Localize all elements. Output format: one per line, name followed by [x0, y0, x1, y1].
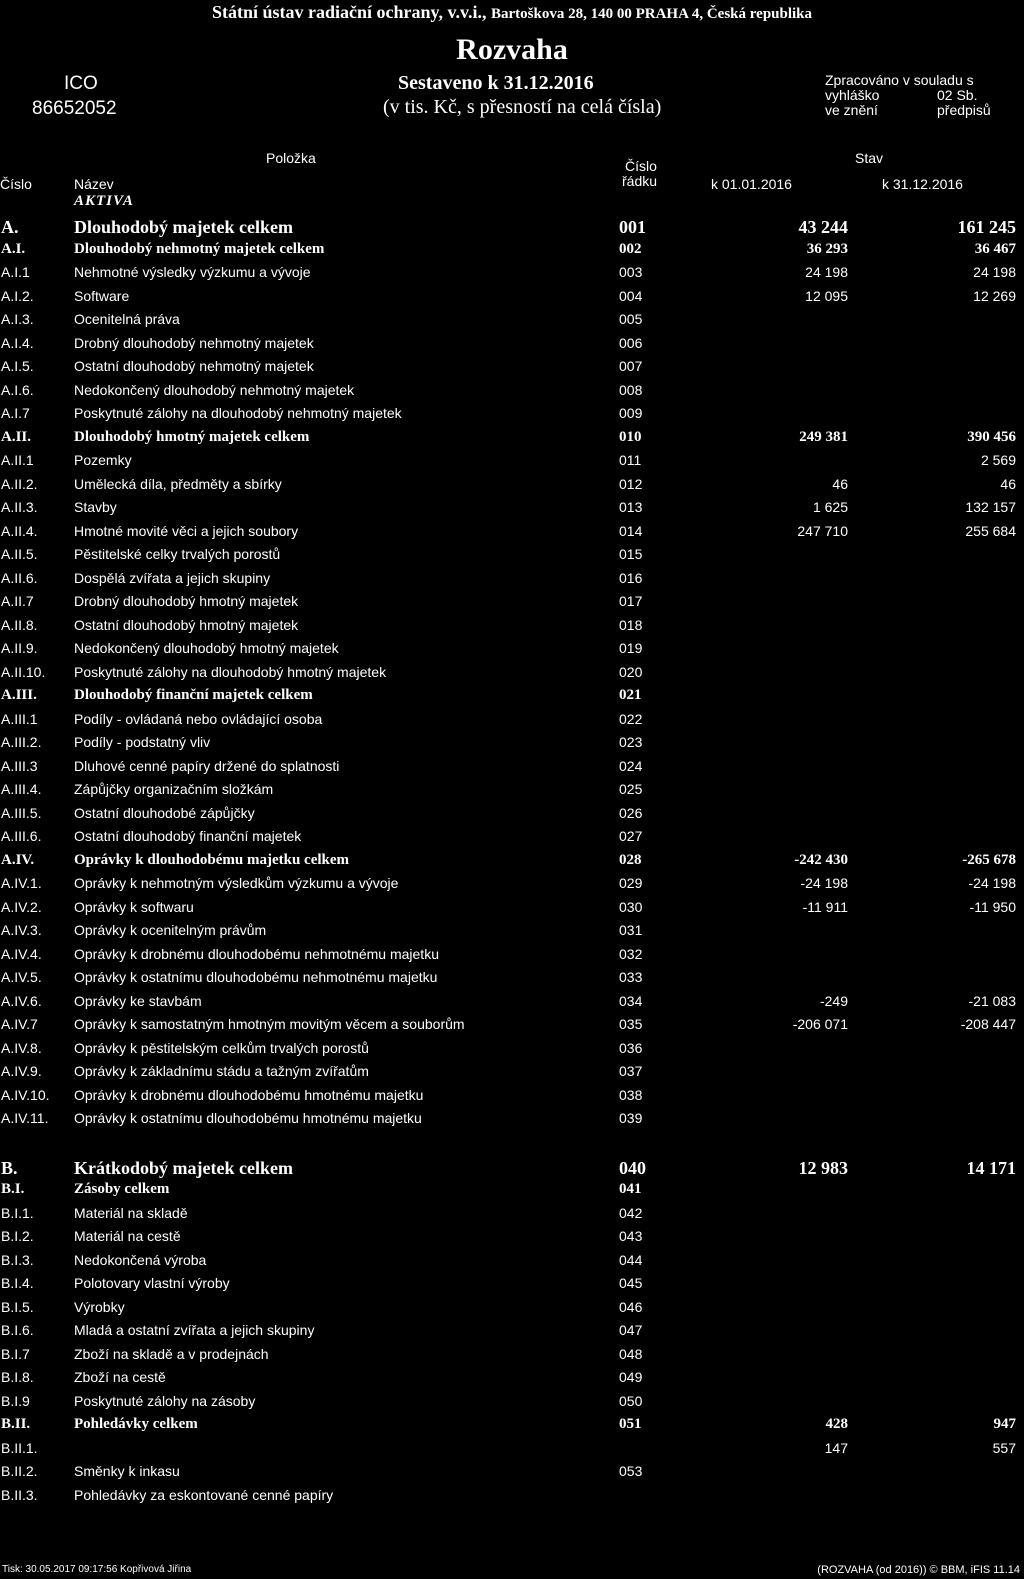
- row-number: 013: [619, 499, 643, 515]
- row-number: 044: [619, 1252, 643, 1268]
- table-row: [0, 1087, 1024, 1111]
- row-code: A.II.7: [1, 593, 34, 609]
- row-code: A.I.: [1, 241, 26, 257]
- section-aktiva: AKTIVA: [74, 193, 134, 209]
- row-number: 040: [619, 1158, 646, 1178]
- row-code: A.III.2.: [1, 734, 42, 750]
- row-number: 004: [619, 288, 643, 304]
- row-name: Poskytnuté zálohy na dlouhodobý nehmotný majetek: [74, 405, 402, 421]
- row-number: 034: [619, 993, 643, 1009]
- row-code: B.I.6.: [1, 1322, 34, 1338]
- row-code: A.I.5.: [1, 358, 34, 374]
- row-value-end: 557: [992, 1440, 1016, 1456]
- row-number: 009: [619, 405, 643, 421]
- col-header-name: Název: [74, 176, 114, 192]
- table-row: [0, 288, 1024, 312]
- row-name: Podíly - ovládaná nebo ovládající osoba: [74, 711, 323, 727]
- table-row: [0, 969, 1024, 993]
- row-name: Polotovary vlastní výroby: [74, 1275, 230, 1291]
- row-number: 016: [619, 570, 643, 586]
- row-name: Dlouhodobý majetek celkem: [74, 217, 293, 237]
- table-row: [0, 617, 1024, 641]
- row-name: Ostatní dlouhodobý hmotný majetek: [74, 617, 299, 633]
- col-header-date1: k 01.01.2016: [711, 176, 792, 192]
- row-number: 005: [619, 311, 643, 327]
- row-name: Dlouhodobý hmotný majetek celkem: [74, 429, 310, 445]
- row-value-end: 24 198: [973, 264, 1016, 280]
- row-code: A.I.6.: [1, 382, 34, 398]
- row-name: Oprávky k nehmotným výsledkům výzkumu a vývoje: [74, 875, 399, 891]
- table-row: [0, 311, 1024, 335]
- row-number: 028: [619, 852, 642, 868]
- table-row: [0, 1063, 1024, 1087]
- row-code: B.I.: [1, 1181, 25, 1197]
- table-row: [0, 1158, 1024, 1182]
- col-header-rowno-bottom: řádku: [622, 173, 658, 189]
- table-row: [0, 922, 1024, 946]
- row-name: Podíly - podstatný vliv: [74, 734, 211, 750]
- row-number: 039: [619, 1110, 643, 1126]
- row-name: Ostatní dlouhodobé zápůjčky: [74, 805, 255, 821]
- row-name: Pěstitelské celky trvalých porostů: [74, 546, 281, 562]
- institution-address: Bartoškova 28, 140 00 PRAHA 4, Česká republika: [491, 6, 813, 22]
- row-code: A.IV.8.: [1, 1040, 42, 1056]
- row-code: B.I.4.: [1, 1275, 34, 1291]
- row-number: 030: [619, 899, 643, 915]
- row-value-start: 12 095: [805, 288, 848, 304]
- row-value-end: -208 447: [960, 1016, 1016, 1032]
- table-row: [0, 1463, 1024, 1487]
- row-value-start: 46: [832, 476, 848, 492]
- compliance-sb: 02 Sb.: [937, 87, 978, 103]
- row-code: A.II.: [1, 429, 32, 445]
- col-header-date2: k 31.12.2016: [882, 176, 963, 192]
- table-row: [0, 241, 1024, 265]
- table-row: [0, 687, 1024, 711]
- row-code: A.II.10.: [1, 664, 46, 680]
- row-number: 010: [619, 429, 642, 445]
- row-code: A.III.5.: [1, 805, 42, 821]
- row-value-start: -24 198: [800, 875, 848, 891]
- row-name: Poskytnuté zálohy na zásoby: [74, 1393, 256, 1409]
- row-value-end: -21 083: [968, 993, 1016, 1009]
- compliance-predpisu: předpisů: [937, 102, 991, 118]
- row-number: 019: [619, 640, 643, 656]
- row-name: Směnky k inkasu: [74, 1463, 180, 1479]
- row-code: A.II.2.: [1, 476, 38, 492]
- row-code: A.IV.11.: [1, 1110, 49, 1126]
- row-code: A.: [1, 217, 19, 237]
- print-info: Tisk: 30.05.2017 09:17:56 Kopřivová Jiřina: [2, 1564, 192, 1575]
- row-number: 036: [619, 1040, 643, 1056]
- row-number: 024: [619, 758, 643, 774]
- row-value-end: 2 569: [980, 452, 1016, 468]
- table-row: [0, 1110, 1024, 1134]
- row-value-start: -11 911: [802, 899, 848, 915]
- table-row: [0, 1205, 1024, 1229]
- table-row: [0, 734, 1024, 758]
- compliance-zneni: ve znění: [825, 102, 878, 118]
- row-name: Dluhové cenné papíry držené do splatnosti: [74, 758, 340, 774]
- row-code: B.I.2.: [1, 1228, 34, 1244]
- row-number: 012: [619, 476, 643, 492]
- row-value-end: 36 467: [974, 241, 1016, 257]
- row-value-start: 428: [825, 1416, 848, 1432]
- row-code: A.III.: [1, 687, 37, 703]
- row-code: A.III.3: [1, 758, 38, 774]
- row-code: B.II.1.: [1, 1440, 38, 1456]
- row-code: A.IV.3.: [1, 922, 42, 938]
- row-code: A.I.2.: [1, 288, 34, 304]
- row-code: A.IV.9.: [1, 1063, 42, 1079]
- table-row: [0, 1369, 1024, 1393]
- row-name: Software: [74, 288, 130, 304]
- row-name: Oprávky k ostatnímu dlouhodobému hmotnému majetku: [74, 1110, 422, 1126]
- row-code: A.I.4.: [1, 335, 34, 351]
- table-row: [0, 1487, 1024, 1511]
- row-name: Nedokončený dlouhodobý hmotný majetek: [74, 640, 339, 656]
- compliance-note: [825, 73, 991, 118]
- table-row: [0, 1275, 1024, 1299]
- row-name: Oprávky k pěstitelským celkům trvalých porostů: [74, 1040, 369, 1056]
- row-code: B.I.5.: [1, 1299, 34, 1315]
- table-row: [0, 711, 1024, 735]
- col-header-item: Položka: [266, 150, 316, 166]
- row-name: Zboží na cestě: [74, 1369, 166, 1385]
- row-name: Oprávky k ostatnímu dlouhodobému nehmotnému majetku: [74, 969, 438, 985]
- row-number: 053: [619, 1463, 643, 1479]
- table-row: [0, 852, 1024, 876]
- ico-label: ICO: [64, 73, 98, 94]
- row-value-end: 255 684: [965, 523, 1016, 539]
- row-number: 050: [619, 1393, 643, 1409]
- row-name: Dlouhodobý nehmotný majetek celkem: [74, 241, 325, 257]
- row-code: A.IV.10.: [1, 1087, 50, 1103]
- row-code: B.I.7: [1, 1346, 30, 1362]
- institution-header: [0, 2, 1024, 23]
- row-name: Oprávky k ocenitelným právům: [74, 922, 267, 938]
- row-number: 026: [619, 805, 643, 821]
- row-name: Drobný dlouhodobý nehmotný majetek: [74, 335, 314, 351]
- row-number: 042: [619, 1205, 643, 1221]
- row-code: A.IV.4.: [1, 946, 42, 962]
- row-name: Nedokončená výroba: [74, 1252, 207, 1268]
- row-name: Pohledávky celkem: [74, 1416, 198, 1432]
- row-name: Zásoby celkem: [74, 1181, 170, 1197]
- table-row: [0, 875, 1024, 899]
- table-row: [0, 993, 1024, 1017]
- row-number: 025: [619, 781, 643, 797]
- row-number: 022: [619, 711, 643, 727]
- table-row: [0, 452, 1024, 476]
- row-code: A.I.3.: [1, 311, 34, 327]
- row-value-start: -242 430: [794, 852, 848, 868]
- table-row: [0, 523, 1024, 547]
- row-code: B.: [1, 1158, 18, 1178]
- table-row: [0, 640, 1024, 664]
- row-value-start: 24 198: [805, 264, 848, 280]
- compiled-date: Sestaveno k 31.12.2016: [398, 72, 594, 94]
- row-code: A.IV.1.: [1, 875, 42, 891]
- table-row: [0, 1252, 1024, 1276]
- row-number: 038: [619, 1087, 643, 1103]
- row-code: A.II.9.: [1, 640, 38, 656]
- row-name: Ostatní dlouhodobý nehmotný majetek: [74, 358, 314, 374]
- row-name: Oprávky k základnímu stádu a tažným zvířatům: [74, 1063, 369, 1079]
- table-row: [0, 217, 1024, 241]
- row-number: 043: [619, 1228, 643, 1244]
- row-code: A.II.6.: [1, 570, 38, 586]
- table-row: [0, 570, 1024, 594]
- row-number: 047: [619, 1322, 643, 1338]
- row-name: Dlouhodobý finanční majetek celkem: [74, 687, 313, 703]
- row-code: A.IV.6.: [1, 993, 42, 1009]
- col-header-code: Číslo: [0, 176, 32, 192]
- row-name: Oprávky k drobnému dlouhodobému nehmotnému majetku: [74, 946, 439, 962]
- row-value-start: 36 293: [806, 241, 848, 257]
- row-number: 014: [619, 523, 643, 539]
- row-name: Hmotné movité věci a jejich soubory: [74, 523, 299, 539]
- row-value-end: 390 456: [967, 429, 1016, 445]
- row-value-start: 1 625: [812, 499, 848, 515]
- row-value-start: 249 381: [799, 429, 848, 445]
- row-number: 011: [619, 452, 642, 468]
- row-number: 041: [619, 1181, 642, 1197]
- ico-value: 86652052: [32, 98, 117, 119]
- table-row: [0, 1322, 1024, 1346]
- row-name: Materiál na cestě: [74, 1228, 181, 1244]
- row-code: B.II.2.: [1, 1463, 38, 1479]
- table-row: [0, 1299, 1024, 1323]
- table-row: [0, 335, 1024, 359]
- table-row: [0, 946, 1024, 970]
- row-number: 051: [619, 1416, 642, 1432]
- row-code: A.III.4.: [1, 781, 42, 797]
- table-row: [0, 1416, 1024, 1440]
- row-number: 002: [619, 241, 642, 257]
- row-code: A.IV.2.: [1, 899, 42, 915]
- row-number: 046: [619, 1299, 643, 1315]
- row-name: Výrobky: [74, 1299, 125, 1315]
- row-number: 027: [619, 828, 643, 844]
- row-code: B.II.: [1, 1416, 31, 1432]
- row-code: A.IV.7: [1, 1016, 38, 1032]
- row-code: A.III.6.: [1, 828, 42, 844]
- row-code: A.III.1: [1, 711, 38, 727]
- row-name: Stavby: [74, 499, 117, 515]
- row-value-start: 43 244: [798, 217, 848, 237]
- row-name: Oprávky k drobnému dlouhodobému hmotnému majetku: [74, 1087, 424, 1103]
- row-name: Umělecká díla, předměty a sbírky: [74, 476, 282, 492]
- row-code: A.I.1: [1, 264, 30, 280]
- row-name: Poskytnuté zálohy na dlouhodobý hmotný majetek: [74, 664, 387, 680]
- table-row: [0, 546, 1024, 570]
- row-value-end: 46: [1000, 476, 1016, 492]
- row-name: Dospělá zvířata a jejich skupiny: [74, 570, 271, 586]
- row-number: 008: [619, 382, 643, 398]
- row-value-start: -249: [819, 993, 848, 1009]
- row-number: 045: [619, 1275, 643, 1291]
- row-number: 023: [619, 734, 643, 750]
- compliance-law: vyhláško: [825, 87, 880, 103]
- table-row: [0, 1346, 1024, 1370]
- row-number: 003: [619, 264, 643, 280]
- row-number: 031: [619, 922, 643, 938]
- row-name: Pozemky: [74, 452, 132, 468]
- row-name: Materiál na skladě: [74, 1205, 188, 1221]
- col-header-rowno-top: Číslo: [625, 158, 657, 174]
- table-row: [0, 1393, 1024, 1417]
- table-row: [0, 781, 1024, 805]
- row-name: Zápůjčky organizačním složkám: [74, 781, 274, 797]
- table-row: [0, 805, 1024, 829]
- row-name: Mladá a ostatní zvířata a jejich skupiny: [74, 1322, 315, 1338]
- table-row: [0, 593, 1024, 617]
- table-row: [0, 476, 1024, 500]
- row-code: A.II.4.: [1, 523, 38, 539]
- row-value-start: 147: [824, 1440, 848, 1456]
- row-value-end: 947: [993, 1416, 1016, 1432]
- row-number: 018: [619, 617, 643, 633]
- row-value-start: 247 710: [797, 523, 848, 539]
- row-code: B.I.8.: [1, 1369, 34, 1385]
- row-name: Pohledávky za eskontované cenné papíry: [74, 1487, 334, 1503]
- row-code: A.II.5.: [1, 546, 38, 562]
- row-number: 020: [619, 664, 643, 680]
- row-name: Oprávky k softwaru: [74, 899, 194, 915]
- table-row: [0, 382, 1024, 406]
- row-name: Ostatní dlouhodobý finanční majetek: [74, 828, 302, 844]
- document-title: Rozvaha: [456, 33, 568, 66]
- row-value-start: -206 071: [792, 1016, 848, 1032]
- row-number: 006: [619, 335, 643, 351]
- row-value-end: 132 157: [965, 499, 1016, 515]
- row-number: 048: [619, 1346, 643, 1362]
- col-header-state: Stav: [855, 150, 884, 166]
- row-value-end: -11 950: [969, 899, 1016, 915]
- compliance-line-3: [825, 103, 991, 118]
- row-value-end: 161 245: [957, 217, 1016, 237]
- row-number: 032: [619, 946, 643, 962]
- table-row: [0, 899, 1024, 923]
- table-row: [0, 1016, 1024, 1040]
- row-code: B.I.1.: [1, 1205, 34, 1221]
- table-row: [0, 828, 1024, 852]
- row-number: 017: [619, 593, 643, 609]
- row-code: A.II.3.: [1, 499, 38, 515]
- row-name: Oprávky k dlouhodobému majetku celkem: [74, 852, 350, 868]
- table-row: [0, 405, 1024, 429]
- row-number: 015: [619, 546, 643, 562]
- row-number: 029: [619, 875, 643, 891]
- row-name: Krátkodobý majetek celkem: [74, 1158, 293, 1178]
- table-row: [0, 358, 1024, 382]
- units-note: (v tis. Kč, s přesností na celá čísla): [383, 96, 662, 118]
- row-name: Zboží na skladě a v prodejnách: [74, 1346, 269, 1362]
- row-code: A.II.1: [1, 452, 34, 468]
- row-number: 007: [619, 358, 643, 374]
- table-row: [0, 758, 1024, 782]
- row-code: B.I.3.: [1, 1252, 34, 1268]
- row-number: 001: [619, 217, 646, 237]
- row-code: B.I.9: [1, 1393, 30, 1409]
- row-name: Drobný dlouhodobý hmotný majetek: [74, 593, 299, 609]
- row-number: 049: [619, 1369, 643, 1385]
- row-value-end: -265 678: [962, 852, 1016, 868]
- row-value-end: 12 269: [973, 288, 1016, 304]
- row-name: Oprávky k samostatným hmotným movitým věcem a souborům: [74, 1016, 465, 1032]
- table-row: [0, 1440, 1024, 1464]
- table-row: [0, 264, 1024, 288]
- row-name: Nedokončený dlouhodobý nehmotný majetek: [74, 382, 355, 398]
- row-code: A.IV.5.: [1, 969, 42, 985]
- compliance-line-1: Zpracováno v souladu s: [825, 72, 974, 88]
- row-number: 033: [619, 969, 643, 985]
- row-value-start: 12 983: [798, 1158, 848, 1178]
- row-code: A.IV.: [1, 852, 35, 868]
- row-code: A.II.8.: [1, 617, 38, 633]
- row-code: B.II.3.: [1, 1487, 38, 1503]
- row-name: Oprávky ke stavbám: [74, 993, 202, 1009]
- compliance-line-2: [825, 88, 991, 103]
- row-number: 037: [619, 1063, 643, 1079]
- table-row: [0, 429, 1024, 453]
- row-number: 021: [619, 687, 642, 703]
- row-number: 035: [619, 1016, 643, 1032]
- row-code: A.I.7: [1, 405, 30, 421]
- table-row: [0, 664, 1024, 688]
- row-name: Ocenitelná práva: [74, 311, 180, 327]
- table-row: [0, 1228, 1024, 1252]
- row-value-end: -24 198: [968, 875, 1016, 891]
- table-row: [0, 499, 1024, 523]
- institution-name: Státní ústav radiační ochrany, v.v.i.,: [211, 2, 487, 22]
- row-value-end: 14 171: [966, 1158, 1016, 1178]
- row-name: Nehmotné výsledky výzkumu a vývoje: [74, 264, 311, 280]
- table-row: [0, 1040, 1024, 1064]
- report-id: (ROZVAHA (od 2016)) © BBM, iFIS 11.14: [817, 1564, 1020, 1576]
- table-row: [0, 1181, 1024, 1205]
